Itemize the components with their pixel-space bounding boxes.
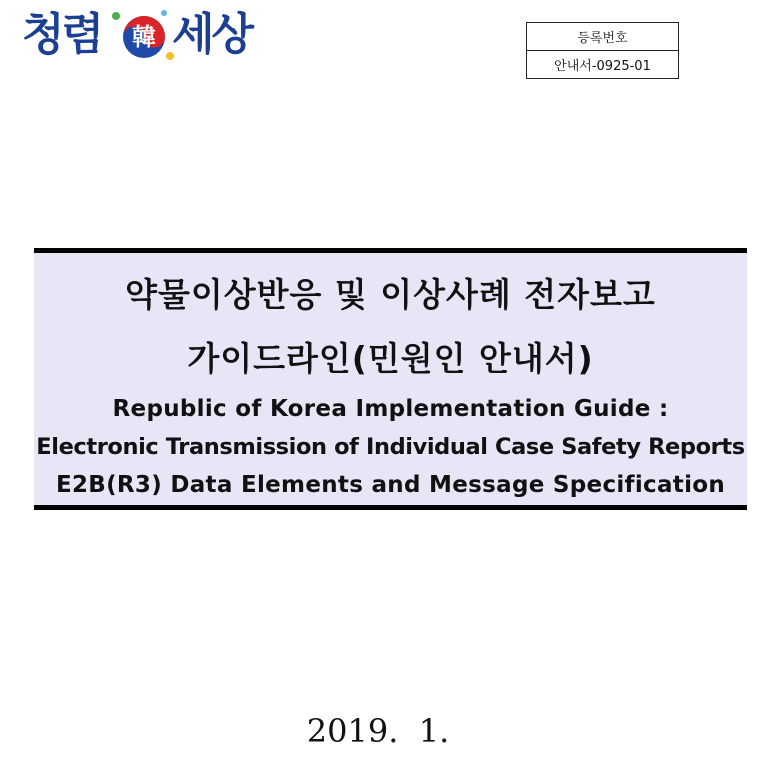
registration-label-row — [527, 23, 679, 51]
logo — [22, 6, 252, 68]
registration-label: 등록번호 — [527, 23, 679, 51]
logo-text-left: 청렴 — [22, 9, 102, 60]
logo-emblem-text: 韓 — [132, 22, 156, 51]
logo-text-right: 세상 — [172, 9, 252, 60]
title-korean-line-1: 약물이상반응 및 이상사례 전자보고 — [125, 275, 656, 314]
registration-table — [526, 22, 679, 79]
title-korean-line-2: 가이드라인(민원인 안내서) — [187, 339, 594, 378]
registration-number-row — [527, 51, 679, 79]
title-english-line-2: Electronic Transmission of Individual Case Safety Reports — [36, 434, 745, 460]
title-box — [34, 248, 747, 510]
publication-date: 2019. 1. — [306, 712, 450, 750]
registration-number: 안내서-0925-01 — [527, 51, 679, 79]
title-english-line-3: E2B(R3) Data Elements and Message Specification — [55, 472, 726, 498]
title-english-line-1: Republic of Korea Implementation Guide : — [112, 396, 669, 422]
